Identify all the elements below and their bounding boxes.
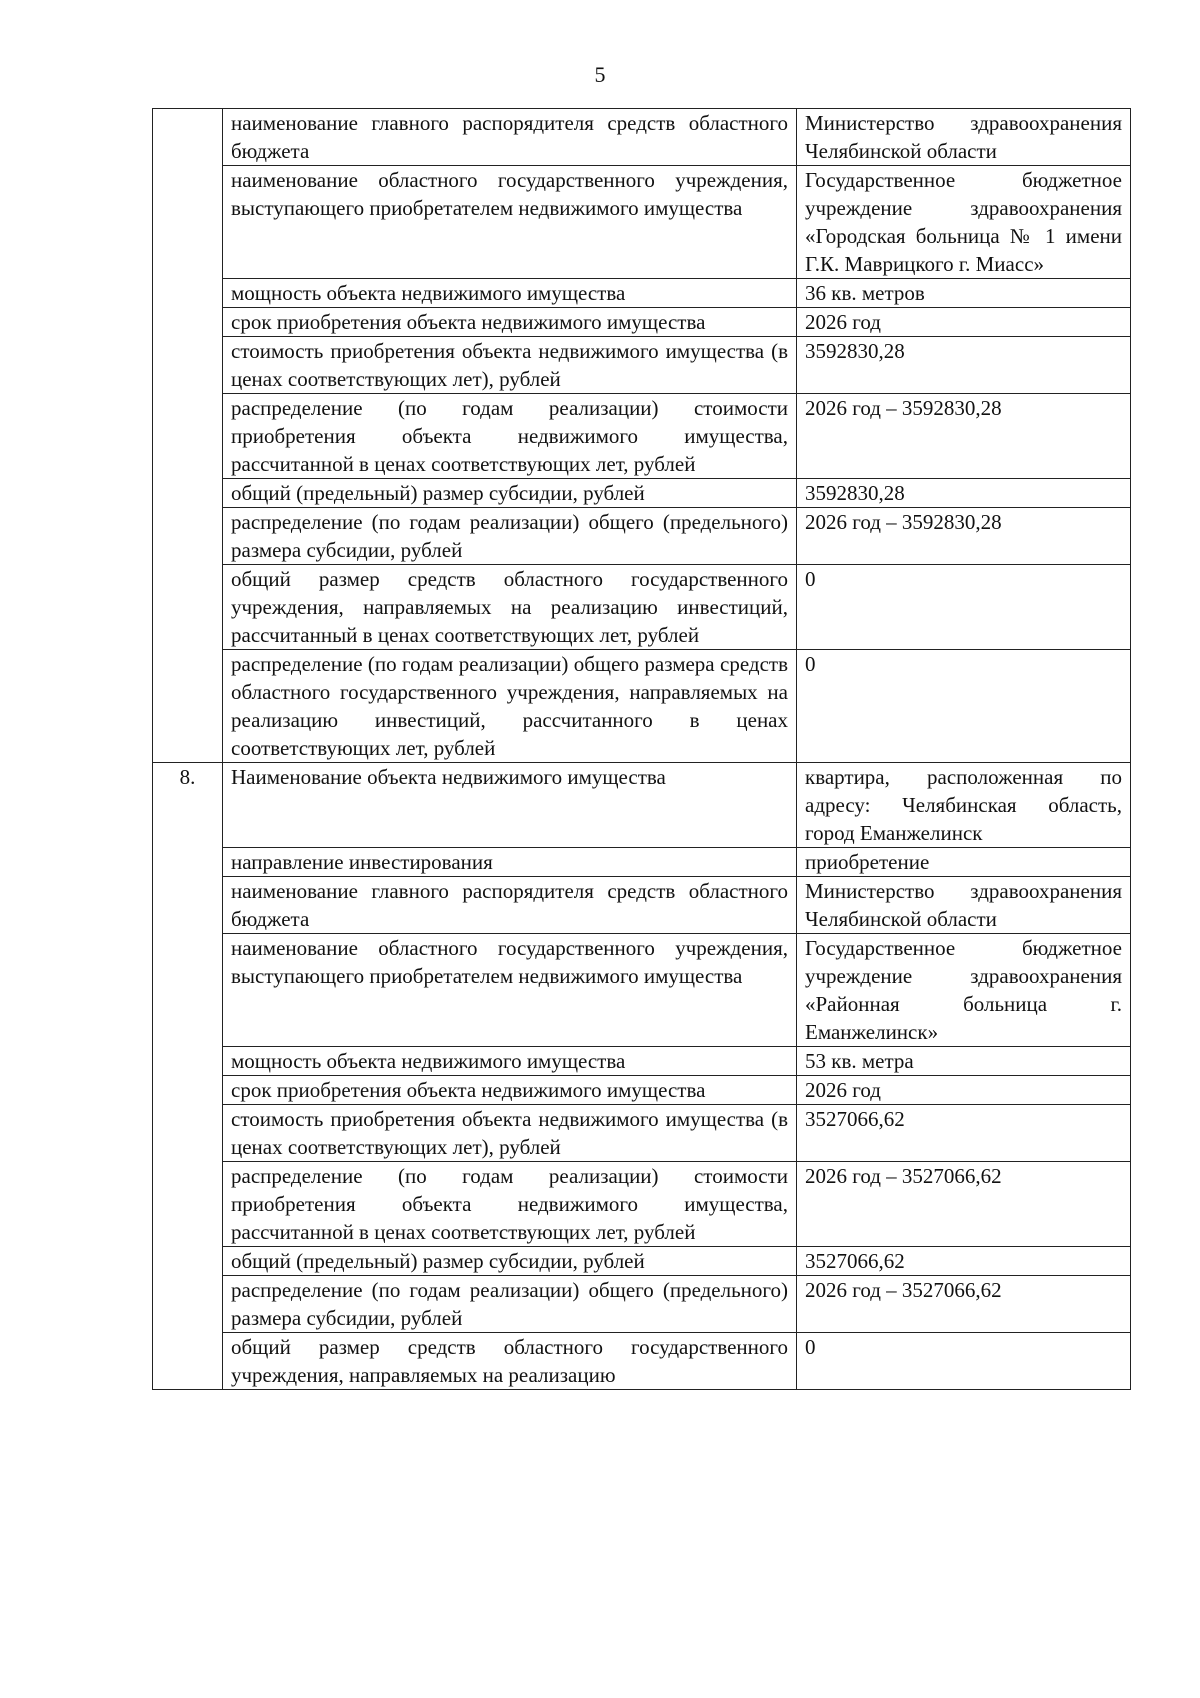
- row-value: Министерство здравоохранения Челябинской области: [797, 109, 1131, 166]
- row-value: 3592830,28: [797, 479, 1131, 508]
- table-row: [153, 650, 1131, 763]
- row-label: мощность объекта недвижимого имущества: [223, 1047, 797, 1076]
- table-row: [153, 877, 1131, 934]
- row-label: общий размер средств областного государственного учреждения, направляемых на реализацию: [223, 1333, 797, 1390]
- row-label: общий (предельный) размер субсидии, рублей: [223, 1247, 797, 1276]
- table-row: [153, 279, 1131, 308]
- row-value: 0: [797, 1333, 1131, 1390]
- row-label: Наименование объекта недвижимого имущества: [223, 763, 797, 848]
- row-label: мощность объекта недвижимого имущества: [223, 279, 797, 308]
- row-label: распределение (по годам реализации) общего размера средств областного государственного учреждения, направляемых на реализацию инвестиций, рассчитанного в ценах соответствующих лет, рублей: [223, 650, 797, 763]
- page-number: 5: [594, 62, 606, 87]
- row-value: 2026 год – 3592830,28: [797, 394, 1131, 479]
- row-label: срок приобретения объекта недвижимого имущества: [223, 308, 797, 337]
- item-number-cell: 8.: [153, 763, 223, 1390]
- row-value: квартира, расположенная по адресу: Челябинская область, город Еманжелинск: [797, 763, 1131, 848]
- row-label: распределение (по годам реализации) общего (предельного) размера субсидии, рублей: [223, 508, 797, 565]
- table-row: [153, 308, 1131, 337]
- row-value: 3527066,62: [797, 1105, 1131, 1162]
- table-row: [153, 763, 1131, 848]
- row-label: распределение (по годам реализации) общего (предельного) размера субсидии, рублей: [223, 1276, 797, 1333]
- row-label: стоимость приобретения объекта недвижимого имущества (в ценах соответствующих лет), рублей: [223, 337, 797, 394]
- table-row: [153, 1276, 1131, 1333]
- row-value: 0: [797, 650, 1131, 763]
- row-label: общий размер средств областного государственного учреждения, направляемых на реализацию инвестиций, рассчитанный в ценах соответствующих лет, рублей: [223, 565, 797, 650]
- item-number-cell: [153, 109, 223, 763]
- row-value: 0: [797, 565, 1131, 650]
- table-row: [153, 1076, 1131, 1105]
- row-label: распределение (по годам реализации) стоимости приобретения объекта недвижимого имущества, рассчитанной в ценах соответствующих лет, рублей: [223, 1162, 797, 1247]
- row-label: направление инвестирования: [223, 848, 797, 877]
- investment-table: [152, 108, 1131, 1390]
- row-value: 2026 год – 3592830,28: [797, 508, 1131, 565]
- row-label: наименование главного распорядителя средств областного бюджета: [223, 109, 797, 166]
- row-label: стоимость приобретения объекта недвижимого имущества (в ценах соответствующих лет), рублей: [223, 1105, 797, 1162]
- row-value: 2026 год: [797, 308, 1131, 337]
- row-label: наименование главного распорядителя средств областного бюджета: [223, 877, 797, 934]
- table-row: [153, 1047, 1131, 1076]
- table-row: [153, 337, 1131, 394]
- row-label: наименование областного государственного учреждения, выступающего приобретателем недвижимого имущества: [223, 934, 797, 1047]
- row-value: Государственное бюджетное учреждение здравоохранения «Районная больница г. Еманжелинск»: [797, 934, 1131, 1047]
- row-value: 2026 год – 3527066,62: [797, 1162, 1131, 1247]
- row-value: 53 кв. метра: [797, 1047, 1131, 1076]
- row-value: Государственное бюджетное учреждение здравоохранения «Городская больница № 1 имени Г.К. Маврицкого г. Миасс»: [797, 166, 1131, 279]
- table-row: [153, 848, 1131, 877]
- table-row: [153, 1333, 1131, 1390]
- table-row: [153, 166, 1131, 279]
- row-label: общий (предельный) размер субсидии, рублей: [223, 479, 797, 508]
- table-row: [153, 934, 1131, 1047]
- table-row: [153, 565, 1131, 650]
- row-value: Министерство здравоохранения Челябинской области: [797, 877, 1131, 934]
- table-row: [153, 479, 1131, 508]
- table-row: [153, 508, 1131, 565]
- table-row: [153, 1247, 1131, 1276]
- table-row: [153, 109, 1131, 166]
- row-value: приобретение: [797, 848, 1131, 877]
- row-label: наименование областного государственного учреждения, выступающего приобретателем недвижимого имущества: [223, 166, 797, 279]
- row-value: 36 кв. метров: [797, 279, 1131, 308]
- table-row: [153, 1105, 1131, 1162]
- row-label: срок приобретения объекта недвижимого имущества: [223, 1076, 797, 1105]
- row-label: распределение (по годам реализации) стоимости приобретения объекта недвижимого имущества, рассчитанной в ценах соответствующих лет, рублей: [223, 394, 797, 479]
- row-value: 3592830,28: [797, 337, 1131, 394]
- table-row: [153, 1162, 1131, 1247]
- row-value: 2026 год: [797, 1076, 1131, 1105]
- row-value: 3527066,62: [797, 1247, 1131, 1276]
- table-row: [153, 394, 1131, 479]
- row-value: 2026 год – 3527066,62: [797, 1276, 1131, 1333]
